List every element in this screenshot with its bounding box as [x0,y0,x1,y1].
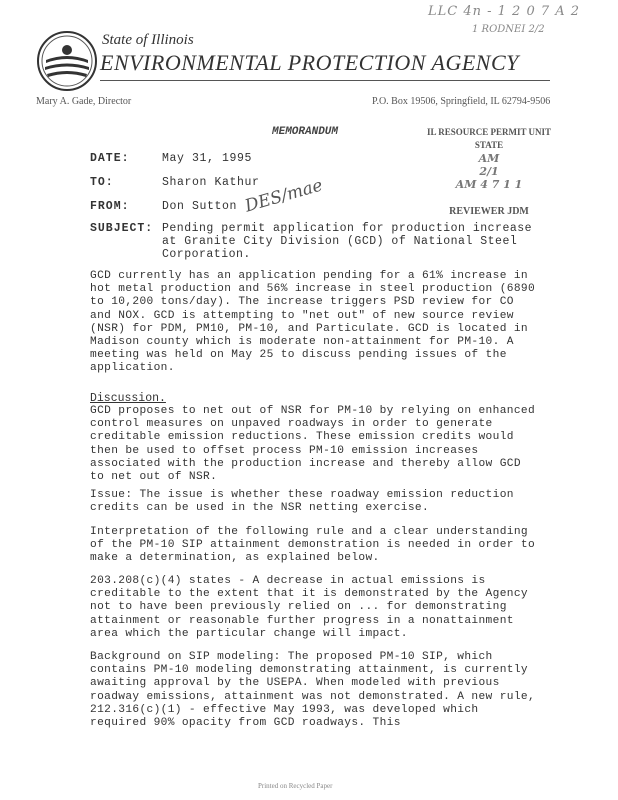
subject-label: SUBJECT: [90,222,154,235]
handwritten-note-sub: 1 RODNEI 2/2 [472,24,545,35]
stamp-handwriting: AM 4 7 1 1 [455,178,523,191]
rule-paragraph: 203.208(c)(4) states - A decrease in actual emissions is creditable to the extent that it is demonstrated by the Agency not to have been previously relied on ... for demonstrating attainment or reasonable further progress in a nonattainment area which the particular change will impact. [90,575,528,640]
agency-address: P.O. Box 19506, Springfield, IL 62794-9506 [372,96,551,107]
handwritten-note-top: LLC 4n - 1 2 0 7 A 2 [428,4,581,19]
stamp-reviewer: REVIEWER JDM [449,206,529,217]
stamp-line: STATE [474,140,504,150]
state-name: State of Illinois [102,32,194,48]
stamp-handwriting: 2/1 [479,165,499,178]
received-stamp [424,126,554,218]
handwritten-initials: DES/mae [242,175,325,217]
stamp-line: IL RESOURCE PERMIT UNIT [426,127,552,137]
footer-recycled: Printed on Recycled Paper [258,782,333,790]
issue-paragraph: Issue: The issue is whether these roadway emission reduction credits can be used in the NSR netting exercise. [90,489,514,515]
date-label: DATE: [90,152,130,165]
to-label: TO: [90,176,114,189]
date-value: May 31, 1995 [162,152,253,165]
background-paragraph: Background on SIP modeling: The proposed PM-10 SIP, which contains PM-10 modeling demonstrating attainment, is currently awaiting approval by the USEPA. When modeled with previous roadway emissions, attainment was not demonstrated. A new rule, 212.316(c)(1) - effective May 1993, was developed which required 90% opacity from GCD roadways. This [90,651,536,730]
agency-name: ENVIRONMENTAL PROTECTION AGENCY [100,50,519,75]
stamp-handwriting: AM [478,152,500,165]
interpretation-paragraph: Interpretation of the following rule and a clear understanding of the PM-10 SIP attainment demonstration is needed in order to make a determination, as explained below. [90,526,536,565]
subject-value: Pending permit application for production increase at Granite City Division (GCD) of National Steel Corporation. [162,222,533,261]
discussion-heading: Discussion. [90,392,166,405]
header-divider [100,80,550,81]
from-value: Don Sutton [162,200,238,213]
memo-title: MEMORANDUM [272,126,339,138]
to-value: Sharon Kathur [162,176,260,189]
from-label: FROM: [90,200,130,213]
state-seal-icon [36,30,98,92]
director-name: Mary A. Gade, Director [36,96,132,107]
discussion-paragraph: GCD proposes to net out of NSR for PM-10 by relying on enhanced control measures on unpaved roadways in order to generate creditable emission reductions. These emission credits would then be used to offset process PM-10 emission increases associated with the production increase and thereby allow GCD to net out of NSR. [90,405,536,484]
intro-paragraph: GCD currently has an application pending for a 61% increase in hot metal production and 56% increase in steel production (6890 to 10,200 tons/day). The increase triggers PSD review for CO and NOX. GCD is attempting to "net out" of new source review (NSR) for PDM, PM10, PM-10, and Particulate. GCD is located in Madison county which is moderate non-attainment for PM-10. A meeting was held on May 25 to discuss pending issues of the application. [90,270,536,375]
